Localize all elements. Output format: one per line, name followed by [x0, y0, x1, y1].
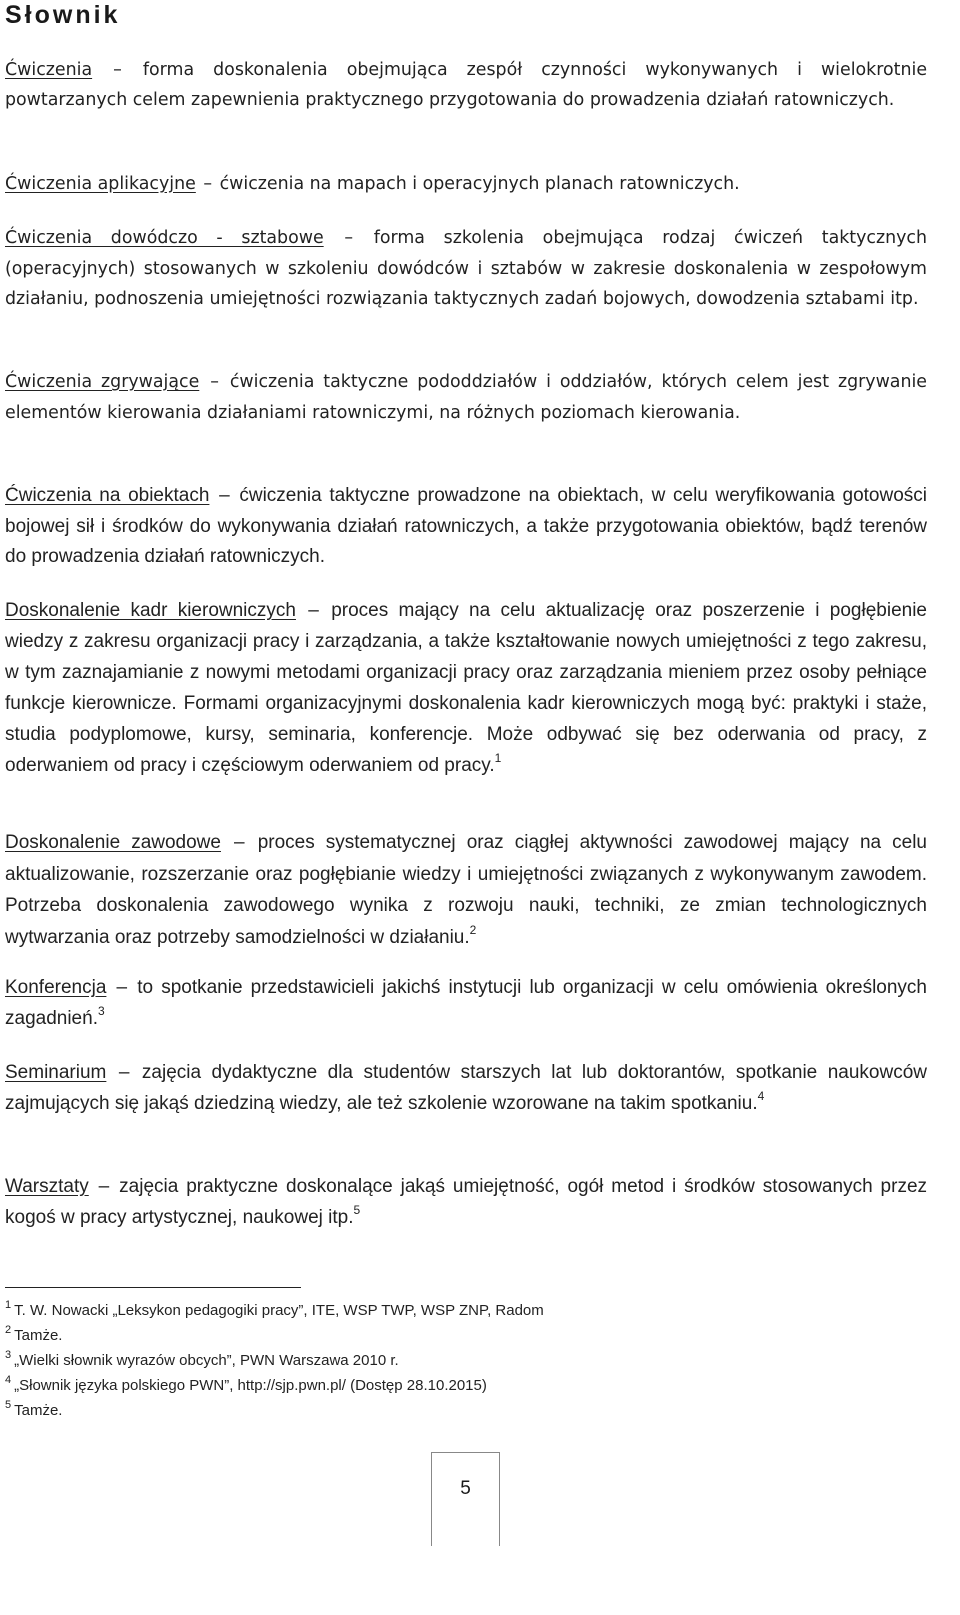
footnote-text: T. W. Nowacki „Leksykon pedagogiki pracy”, ITE, WSP TWP, WSP ZNP, Radom [14, 1302, 544, 1319]
glossary-definition: proces systematycznej oraz ciągłej aktywności zawodowej mający na celu aktualizowanie, rozszerzanie oraz pogłębianie wiedzy i umiejętności związanych z wykonywanym zawodem. Potrzeba doskonalenia zawodowego wynika z rozwoju nauki, techniki, ze zmian technologicznych wytwarzania oraz potrzeby samodzielności w działaniu. [5, 832, 927, 948]
glossary-entry [5, 1057, 927, 1119]
glossary-definition: forma szkolenia obejmująca rodzaj ćwiczeń taktycznych (operacyjnych) stosowanych w szkoleniu dowódców i sztabów w zakresie doskonalenia w zespołowym działaniu, podnoszenia umiejętności rozwiązania taktycznych zadań bojowych, dowodzenia sztabami itp. [5, 228, 927, 309]
footnotes [5, 1298, 905, 1423]
term-dash: – [234, 832, 245, 853]
footnote [5, 1323, 905, 1348]
glossary-entry [5, 169, 927, 199]
glossary-term: Seminarium [5, 1062, 107, 1083]
term-dash: – [118, 1062, 130, 1083]
footnote-number: 3 [5, 1349, 12, 1361]
footnote-text: „Słownik języka polskiego PWN”, http://sjp.pwn.pl/ (Dostęp 28.10.2015) [14, 1377, 487, 1394]
glossary-entry [5, 223, 927, 315]
footnote-reference: 4 [757, 1089, 765, 1103]
glossary-definition: zajęcia praktyczne doskonalące jakąś umiejętność, ogół metod i środków stosowanych przez kogoś w pracy artystycznej, naukowej itp. [5, 1176, 928, 1228]
glossary-definition: ćwiczenia na mapach i operacyjnych planach ratowniczych. [219, 174, 740, 194]
term-dash: – [219, 485, 230, 506]
footnote-text: „Wielki słownik wyrazów obcych”, PWN Warszawa 2010 r. [14, 1352, 399, 1369]
term-dash: – [98, 1176, 110, 1197]
term-dash: – [344, 228, 354, 248]
footnote-reference: 2 [469, 922, 477, 937]
glossary-term: Ćwiczenia na obiektach [5, 485, 210, 506]
footnote [5, 1348, 905, 1373]
term-dash: – [203, 174, 213, 194]
glossary-definition: ćwiczenia taktyczne pododdziałów i oddziałów, których celem jest zgrywanie elementów kierowania działaniami ratowniczymi, na różnych poziomach kierowania. [5, 372, 928, 423]
term-dash: – [308, 600, 319, 621]
term-dash: – [210, 372, 219, 392]
glossary-term: Ćwiczenia dowódczo - sztabowe [5, 228, 324, 248]
term-dash: – [116, 977, 128, 998]
glossary-term: Doskonalenie kadr kierowniczych [5, 600, 296, 621]
footnote-number: 1 [5, 1299, 12, 1311]
glossary-entry [5, 972, 927, 1034]
footnote [5, 1298, 905, 1323]
glossary-entry [5, 56, 927, 115]
footnote-number: 2 [5, 1324, 12, 1336]
page-title: Słownik [5, 1, 121, 29]
glossary-entry [5, 1171, 927, 1233]
glossary-definition: zajęcia dydaktyczne dla studentów starszych lat lub doktorantów, spotkanie naukowców zajmujących się jakąś dziedziną wiedzy, ale też szkolenie wzorowane na takim spotkaniu. [5, 1062, 927, 1114]
glossary-entry [5, 367, 927, 428]
footnote-reference: 1 [494, 751, 502, 765]
footnote-number: 4 [5, 1374, 12, 1386]
footnote-number: 5 [5, 1399, 12, 1411]
glossary-term: Konferencja [5, 977, 107, 998]
glossary-term: Warsztaty [5, 1176, 89, 1197]
footnote [5, 1373, 905, 1398]
glossary-term: Ćwiczenia aplikacyjne [5, 174, 196, 194]
glossary-entry [5, 827, 927, 953]
footnote-text: Tamże. [14, 1402, 63, 1419]
page-number: 5 [460, 1478, 471, 1499]
page-number-box [431, 1452, 500, 1546]
glossary-term: Ćwiczenia zgrywające [5, 372, 200, 392]
glossary-definition: to spotkanie przedstawicieli jakichś instytucji lub organizacji w celu omówienia określonych zagadnień. [5, 977, 928, 1029]
footnote-reference: 5 [353, 1203, 361, 1217]
term-dash: – [113, 60, 122, 80]
footnote [5, 1398, 905, 1423]
glossary-term: Ćwiczenia [5, 60, 93, 80]
footnote-reference: 3 [97, 1004, 105, 1018]
glossary-definition: proces mający na celu aktualizację oraz poszerzenie i pogłębienie wiedzy z zakresu organizacji pracy i zarządzania, a także kształtowanie nowych umiejętności z tego zakresu, w tym zaznajamianie z nowymi metodami organizacji pracy oraz zarządzania mieniem przez osoby pełniące funkcje kierownicze. Formami organizacyjnymi doskonalenia kadr kierowniczych mogą być: praktyki i staże, studia podyplomowe, kursy, seminaria, konferencje. Może odbywać się bez oderwania od pracy, z oderwaniem od pracy i częściowym oderwaniem od pracy. [5, 600, 927, 776]
footnote-separator [5, 1287, 301, 1288]
glossary-definition: forma doskonalenia obejmująca zespół czynności wykonywanych i wielokrotnie powtarzanych celem zapewnienia praktycznego przygotowania do prowadzenia działań ratowniczych. [5, 60, 928, 110]
glossary-definition: ćwiczenia taktyczne prowadzone na obiektach, w celu weryfikowania gotowości bojowej sił i środków do wykonywania działań ratowniczych, a także przygotowania obiektów, bądź terenów do prowadzenia działań ratowniczych. [5, 485, 928, 567]
footnote-text: Tamże. [14, 1327, 63, 1344]
glossary-entry [5, 481, 927, 573]
glossary-term: Doskonalenie zawodowe [5, 832, 221, 853]
glossary-entry [5, 595, 927, 781]
